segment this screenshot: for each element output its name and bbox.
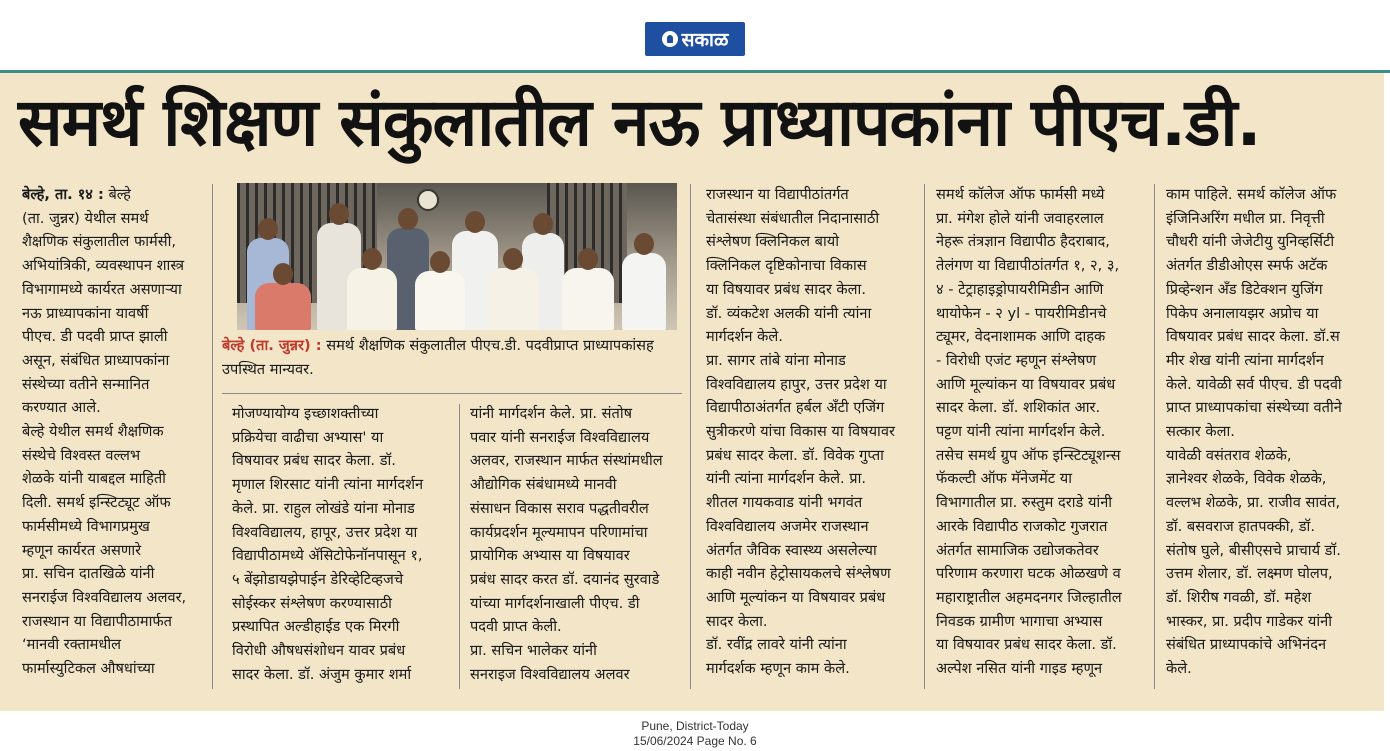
column-divider	[1154, 184, 1155, 689]
photo-person	[622, 253, 666, 330]
article-column-6	[1166, 183, 1378, 691]
column-5-text: समर्थ कॉलेज ऑफ फार्मसी मध्ये प्रा. मंगेश होले यांनी जवाहरलाल नेहरू तंत्रज्ञान विद्यापीठ हैदराबाद, तेलंगण या विद्यापीठांतर्गत १, २, ३, ४ - टेट्राहाइड्रोपायरीमिडीन आणि थायोफेन - २ yl - पायरीमिडीनचे ट्यूमर, वेदनाशामक आणि दाहक - विरोधी एजंट म्हणून संश्लेषण आणि मूल्यांकन या विषयावर प्रबंध सादर केला. डॉ. शशिकांत आर. पट्टण यांनी त्यांना मार्गदर्शन केले. तसेच समर्थ ग्रुप ऑफ इन्स्टिट्यूशन्स फॅकल्टी ऑफ मॅनेजमेंट या विभागातील प्रा. रुस्तुम दराडे यांनी आरके विद्यापीठ राजकोट गुजरात अंतर्गत सामाजिक उद्योजकतेवर परिणाम करणारा घटक ओळखणे व महाराष्ट्रातील अहमदनगर जिल्हातील निवडक ग्रामीण भागाचा अभ्यास या विषयावर प्रबंध सादर केला. डॉ. अल्पेश नसित यांनी गाइड म्हणून	[936, 186, 1122, 678]
photo-person-head	[398, 208, 418, 230]
photo-person	[487, 268, 539, 330]
article-column-4	[706, 183, 916, 691]
wall-clock-icon	[417, 189, 439, 211]
page-footer	[0, 711, 1390, 751]
sakal-logo-icon	[662, 31, 678, 47]
masthead-bar	[0, 0, 1390, 70]
article-column-2	[232, 402, 450, 692]
column-divider	[212, 184, 213, 689]
photo-caption	[222, 334, 682, 381]
photo-person-head	[362, 248, 382, 270]
sakal-logo[interactable]	[645, 22, 745, 56]
photo-person-head	[533, 213, 553, 235]
photo-person	[415, 271, 465, 330]
photo-person	[347, 268, 397, 330]
column-divider	[690, 184, 691, 689]
photo-person-head	[503, 248, 523, 270]
column-divider	[459, 404, 460, 689]
column-1-text: बेल्हे (ता. जुन्नर) येथील समर्थ शैक्षणिक संकुलातील फार्मसी, अभियांत्रिकी, व्यवस्थापन शास्त्र विभागामध्ये कार्यरत असणाऱ्या नऊ प्राध्यापकांना यावर्षी पीएच. डी पदवी प्राप्त झाली असून, संबंधित प्राध्यापकांना संस्थेच्या वतीने सन्मानित करण्यात आले. बेल्हे येथील समर्थ शैक्षणिक संस्थेचे विश्वस्त वल्लभ शेळके यांनी याबद्दल माहिती दिली. समर्थ इन्स्टिट्यूट ऑफ फार्मसीमध्ये विभागप्रमुख म्हणून कार्यरत असणारे प्रा. सचिन दातखिळे यांनी सनराईज विश्वविद्यालय अलवर, राजस्थान या विद्यापीठामार्फत ‘मानवी रक्तामधील फार्मास्युटिकल औषधांच्या	[22, 186, 187, 678]
column-3-text: यांनी मार्गदर्शन केले. प्रा. संतोष पवार यांनी सनराईज विश्वविद्यालय अलवर, राजस्थान मार्फत संस्थांमधील औद्योगिक संबंधामध्ये मानवी संसाधन विकास सराव पद्धतीवरील कार्यप्रदर्शन मूल्यमापन परिणामांचा प्रायोगिक अभ्यास या विषयावर प्रबंध सादर करत डॉ. दयानंद सुरवाडे यांच्या मार्गदर्शनाखाली पीएच. डी पदवी प्राप्त केली. प्रा. सचिन भालेकर यांनी सनराइज विश्वविद्यालय अलवर	[470, 405, 663, 683]
photo-person	[562, 268, 614, 330]
logo-text: सकाळ	[681, 29, 729, 51]
column-divider	[924, 184, 925, 689]
column-2-text: मोजण्यायोग्य इच्छाशक्तीच्या प्रक्रियेचा वाढीचा अभ्यास' या विषयावर प्रबंध सादर केला. डॉ. मृणाल शिरसाट यांनी त्यांना मार्गदर्शन केले. प्रा. राहुल लोखंडे यांना मोनाड विश्वविद्यालय, हापूर, उत्तर प्रदेश या विद्यापीठामध्ये ॲसिटोफेनॉनपासून १, ५ बेंझोडायझेपाईन डेरिव्हेटिव्हजचे सोईस्कर संश्लेषण करण्यासाठी प्रस्थापित अल्डीहाईड एक मिरगी विरोधी औषधसंशोधन यावर प्रबंध सादर केला. डॉ. अंजुम कुमार शर्मा	[232, 405, 424, 683]
photo-person-head	[258, 218, 278, 240]
photo-person-head	[465, 211, 485, 233]
footer-edition: Pune, District-Today	[641, 719, 749, 733]
photo-person-head	[578, 248, 598, 270]
photo-person-head	[430, 251, 450, 273]
article-column-5	[936, 183, 1148, 691]
photo-person-head	[273, 263, 293, 285]
group-photo	[237, 183, 677, 330]
column-4-text: राजस्थान या विद्यापीठांतर्गत चेतासंस्था संबंधातील निदानासाठी संश्लेषण क्लिनिकल बायो क्लिनिकल दृष्टिकोनाचा विकास या विषयावर प्रबंध सादर केला. डॉ. व्यंकटेश अलकी यांनी त्यांना मार्गदर्शन केले. प्रा. सागर तांबे यांना मोनाड विश्वविद्यालय हापुर, उत्तर प्रदेश या विद्यापीठाअंतर्गत हर्बल अँटी एजिंग सुत्रीकरणे यांचा विकास या विषयावर प्रबंध सादर केला. डॉ. विवेक गुप्ता यांनी त्यांना मार्गदर्शन केले. प्रा. शीतल गायकवाड यांनी भगवंत विश्वविद्यालय अजमेर राजस्थान अंतर्गत जैविक स्वास्थ्य असलेल्या काही नवीन हेट्रोसायकलचे संश्लेषण आणि मूल्यांकन या विषयावर प्रबंध सादर केला. डॉ. रवींद्र लावरे यांनी त्यांना मार्गदर्शक म्हणून काम केले.	[706, 186, 895, 678]
article-column-3	[470, 402, 682, 692]
caption-divider	[222, 393, 682, 394]
caption-text: समर्थ शैक्षणिक संकुलातील पीएच.डी. पदवीप्राप्त प्राध्यापकांसह उपस्थित मान्यवर.	[222, 337, 654, 378]
article-dateline: बेल्हे, ता. १४ :	[22, 186, 104, 203]
article-column-1	[22, 183, 212, 691]
photo-person-head	[634, 233, 654, 255]
photo-person	[255, 283, 311, 330]
article-headline: समर्थ शिक्षण संकुलातील नऊ प्राध्यापकांना पीएच.डी.	[18, 84, 1261, 161]
footer-date-page: 15/06/2024 Page No. 6	[633, 734, 757, 748]
column-6-text: काम पाहिले. समर्थ कॉलेज ऑफ इंजिनिअरिंग मधील प्रा. निवृत्ती चौधरी यांनी जेजेटीयु युनिव्हर्सिटी अंतर्गत डीडीओएस स्मर्फ अटॅक प्रिव्हेन्शन ॲंड डिटेक्शन युजिंग पिकेप अनालायझर अप्रोच या विषयावर प्रबंध सादर केला. डॉ.स मीर शेख यांनी त्यांना मार्गदर्शन केले. यावेळी सर्व पीएच. डी पदवी प्राप्त प्राध्यापकांचा संस्थेच्या वतीने सत्कार केला. यावेळी वसंतराव शेळके, ज्ञानेश्वर शेळके, विवेक शेळके, वल्लभ शेळके, प्रा. राजीव सावंत, डॉ. बसवराज हातपक्की, डॉ. संतोष घुले, बीसीएसचे प्राचार्य डॉ. उत्तम शेलार, डॉ. लक्ष्मण घोलप, डॉ. शिरीष गवळी, डॉ. महेश भास्कर, प्रा. प्रदीप गाडेकर यांनी संबंधित प्राध्यापकांचे अभिनंदन केले.	[1166, 186, 1342, 678]
caption-kicker: बेल्हे (ता. जुन्नर) :	[222, 337, 322, 354]
photo-person-head	[329, 203, 349, 225]
